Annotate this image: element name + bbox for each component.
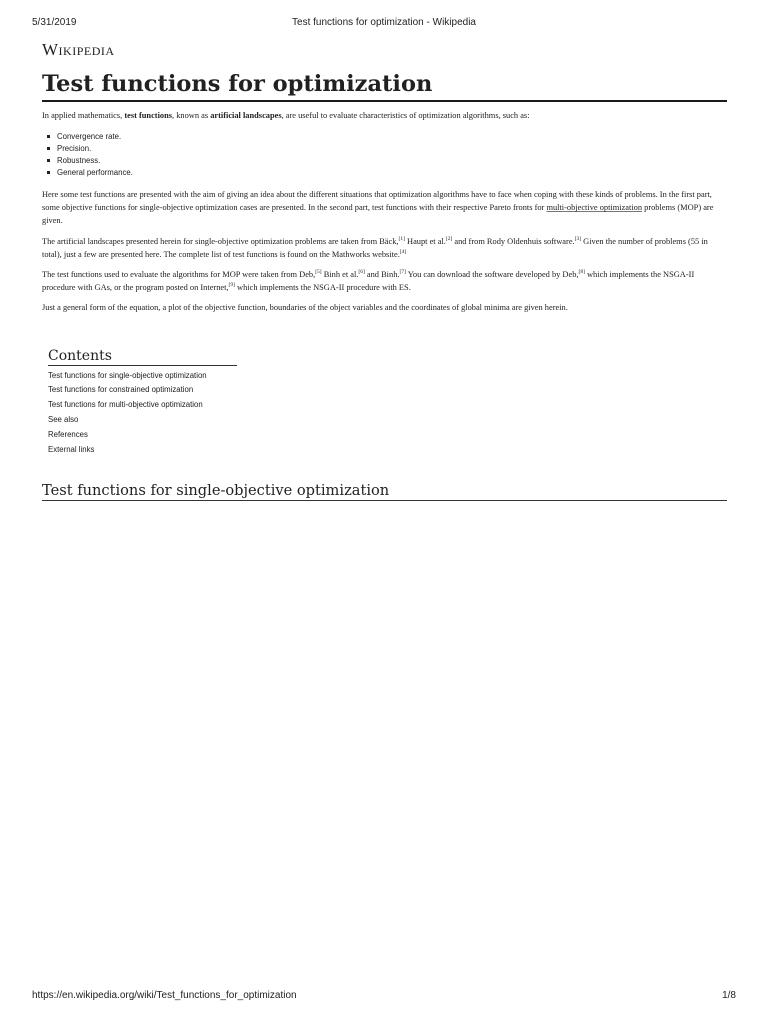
mop-text: The test functions used to evaluate the algorithms for MOP were taken from Deb, [42, 269, 316, 279]
term-test-functions: test functions [124, 111, 173, 121]
sources-paragraph [42, 235, 727, 261]
citation-link[interactable]: [4] [399, 248, 407, 255]
list-item: Convergence rate. [47, 131, 727, 143]
citation-link[interactable]: [8] [578, 268, 585, 275]
sources-text: and from Rody Oldenhuis software. [452, 236, 575, 246]
toc-item-see-also[interactable]: See also [48, 414, 79, 424]
toc-list [48, 369, 237, 458]
mop-text: and Binh. [364, 269, 400, 279]
sources-text: Haupt et al. [404, 236, 446, 246]
overview-text-end: problems (MOP) are given. [42, 203, 714, 226]
section-heading-single-objective: Test functions for single-objective optimization [42, 482, 727, 501]
citation-link[interactable]: [3] [574, 235, 582, 242]
page-number: 1/8 [722, 990, 736, 1001]
intro-text-end: , are useful to evaluate characteristics of optimization algorithms, such as: [281, 111, 530, 121]
print-header [32, 17, 736, 33]
citation-link[interactable]: [1] [398, 235, 405, 242]
print-footer [32, 990, 736, 1004]
list-item: General performance. [47, 167, 727, 179]
mop-text: which implements the NSGA-II procedure with GAs, or the program posted on Internet, [42, 269, 695, 292]
citation-link[interactable]: [5] [315, 268, 322, 275]
article [42, 40, 727, 501]
sources-text: The artificial landscapes presented herein for single-objective optimization problems are taken from Bäck, [42, 236, 399, 246]
mop-text: Binh et al. [321, 269, 359, 279]
mop-text: You can download the software developed by Deb, [405, 269, 579, 279]
intro-paragraph [42, 109, 727, 122]
mop-paragraph [42, 268, 727, 294]
citation-link[interactable]: [2] [445, 235, 453, 242]
characteristics-list [42, 131, 727, 179]
toc-item-single-objective[interactable]: Test functions for single-objective optimization [48, 370, 207, 380]
list-item: Robustness. [47, 155, 727, 167]
citation-link[interactable]: [9] [228, 281, 235, 288]
multi-objective-optimization-link[interactable]: multi-objective optimization [546, 203, 643, 213]
intro-text-mid: , known as [172, 111, 211, 121]
print-page-title: Test functions for optimization - Wikipedia [292, 17, 476, 28]
toc-title: Contents [48, 348, 237, 366]
toc-item-multi-objective[interactable]: Test functions for multi-objective optimization [48, 400, 203, 410]
toc-item-references[interactable]: References [48, 429, 88, 439]
intro-text-start: In applied mathematics, [42, 111, 125, 121]
sources-text: Given the number of problems (55 in total), just a few are presented here. The complete list of test functions is found on the Mathworks website. [42, 236, 708, 259]
list-item: Precision. [47, 143, 727, 155]
citation-link[interactable]: [7] [399, 268, 406, 275]
term-artificial-landscapes: artificial landscapes [210, 111, 282, 121]
mop-text: which implements the NSGA-II procedure with ES. [234, 282, 411, 292]
overview-text: Here some test functions are presented with the aim of giving an idea about the different situations that optimization algorithms have to face when coping with these kinds of problems. In the first part, some objective functions for single-objective optimization cases are presented. In the second part, test functions with their respective Pareto fronts for [42, 190, 712, 213]
toc-item-external-links[interactable]: External links [48, 444, 95, 454]
print-date: 5/31/2019 [32, 17, 77, 28]
toc-item-constrained[interactable]: Test functions for constrained optimization [48, 385, 194, 395]
table-of-contents [48, 348, 237, 458]
citation-link[interactable]: [6] [358, 268, 365, 275]
general-form-paragraph: Just a general form of the equation, a plot of the objective function, boundaries of the object variables and the coordinates of global minima are given herein. [42, 302, 568, 312]
page-title: Test functions for optimization [42, 70, 727, 102]
wikipedia-logo[interactable]: Wikipedia [42, 40, 115, 59]
overview-paragraph [42, 188, 727, 227]
page-url: https://en.wikipedia.org/wiki/Test_functions_for_optimization [32, 990, 297, 1001]
